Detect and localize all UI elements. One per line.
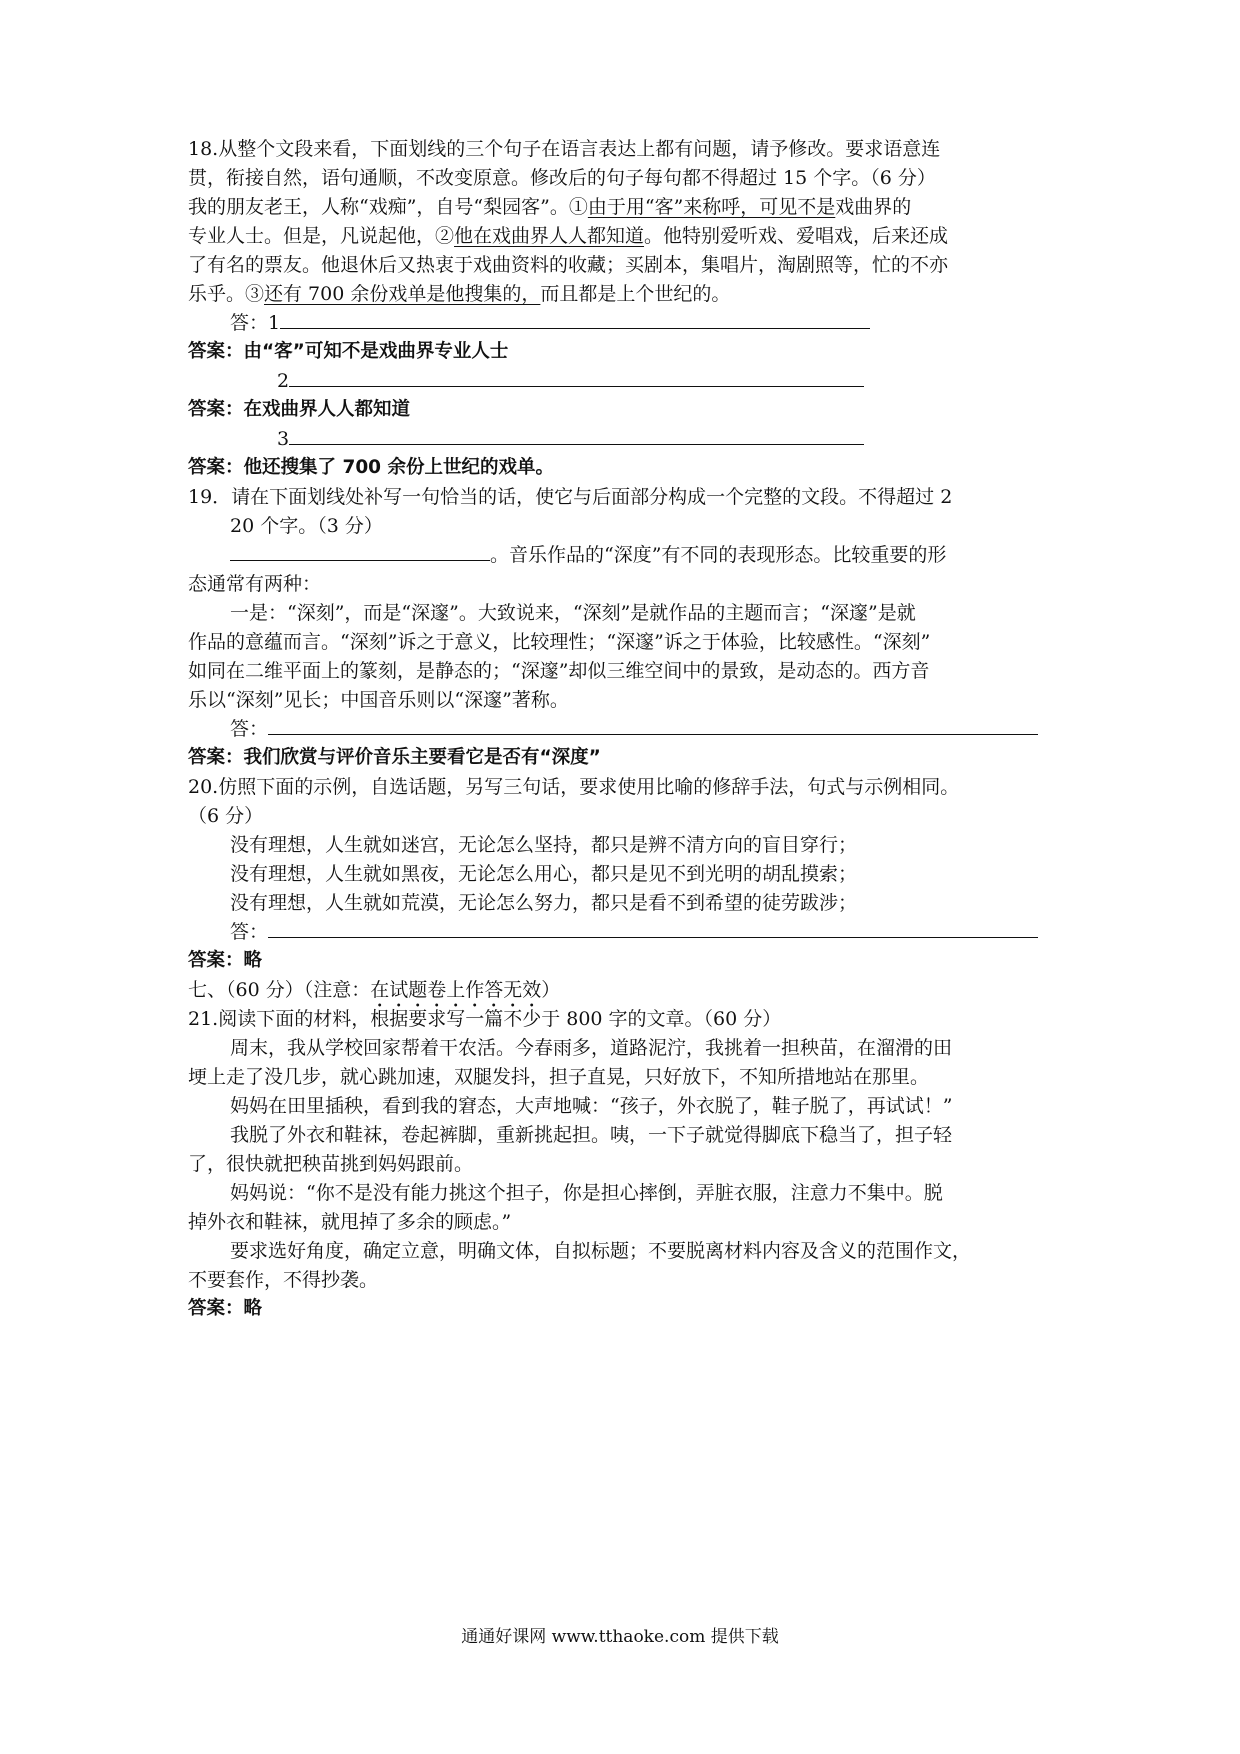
q18-passage-text: 戏曲界的 — [835, 196, 912, 218]
q19-answer-line — [230, 716, 1110, 742]
q20-example-3: 没有理想，人生就如荒漠，无论怎么努力，都只是看不到希望的徒劳跋涉； — [230, 892, 858, 914]
q20-answer-key: 答案：略 — [188, 950, 263, 971]
section-heading-text: ） — [541, 979, 561, 1001]
answer-blank[interactable] — [289, 368, 864, 387]
q19-passage-line-3: 一是：“深刻”，而是“深邃”。大致说来，“深刻”是就作品的主题而言；“深邃”是就 — [230, 602, 916, 624]
answer-blank[interactable] — [289, 426, 864, 445]
q18-passage-text: 而且都是上个世纪的。 — [540, 283, 731, 305]
q18-passage-text: 我的朋友老王，人称“戏痴”，自号“梨园客”。① — [188, 196, 588, 218]
q21-answer-key: 答案：略 — [188, 1298, 263, 1319]
q20-prompt-line-1: 20.仿照下面的示例，自选话题，另写三句话，要求使用比喻的修辞手法，句式与示例相同。 — [188, 776, 960, 798]
answer-label: 答： — [230, 921, 269, 943]
q18-passage-text: 乐乎。③ — [188, 283, 265, 305]
q19-passage-line-2: 态通常有两种： — [188, 573, 322, 595]
answer-blank[interactable] — [268, 919, 1038, 938]
q19-prompt-line-1: 19．请在下面划线处补写一句恰当的话，使它与后面部分构成一个完整的文段。不得超过 2 — [188, 486, 953, 508]
q18-answer-line-3 — [277, 426, 1157, 452]
q20-example-2: 没有理想，人生就如黑夜，无论怎么用心，都只是见不到光明的胡乱摸索； — [230, 863, 858, 885]
q18-passage-line-2 — [188, 223, 1068, 249]
q20-example-1: 没有理想，人生就如迷宫，无论怎么坚持，都只是辨不清方向的盲目穿行； — [230, 834, 858, 856]
q19-prompt-line-2: 20 个字。（3 分） — [230, 515, 383, 537]
section-heading-text: 七、（60 分）（注意： — [188, 979, 371, 1001]
q18-answer-key-3: 答案：他还搜集了 700 余份上世纪的戏单。 — [188, 457, 554, 478]
answer-blank[interactable] — [280, 310, 870, 329]
q19-answer-key: 答案：我们欣赏与评价音乐主要看它是否有“深度” — [188, 747, 601, 768]
q18-passage-line-4 — [188, 281, 1068, 307]
q19-passage-text: 。音乐作品的“深度”有不同的表现形态。比较重要的形 — [490, 544, 947, 566]
q18-passage-text: 。他特别爱听戏、爱唱戏，后来还成 — [644, 225, 949, 247]
q18-underlined-sentence-3: 还有 700 余份戏单是他搜集的， — [264, 283, 541, 305]
q19-passage-line-5: 如同在二维平面上的篆刻，是静态的；“深邃”却似三维空间中的景致，是动态的。西方音 — [188, 660, 930, 682]
q21-material-line-3: 妈妈在田里插秧，看到我的窘态，大声地喊：“孩子，外衣脱了，鞋子脱了，再试试！” — [230, 1095, 953, 1117]
q18-answer-key-1: 答案：由“客”可知不是戏曲界专业人士 — [188, 341, 509, 362]
q18-answer-line-1 — [230, 310, 1110, 336]
q18-passage-text: 专业人士。但是，凡说起他，② — [188, 225, 455, 247]
q19-passage-line-6: 乐以“深刻”见长；中国音乐则以“深邃”著称。 — [188, 689, 569, 711]
q18-passage-line-3: 了有名的票友。他退休后又热衷于戏曲资料的收藏；买剧本，集唱片，淘剧照等，忙的不亦 — [188, 254, 949, 276]
q18-underlined-sentence-1: 由于用“客”来称呼，可见不是 — [587, 196, 836, 218]
q21-material-line-1: 周末，我从学校回家帮着干农活。今春雨多，道路泥泞，我挑着一担秧苗，在溜滑的田 — [230, 1037, 953, 1059]
answer-label: 答：1 — [230, 312, 281, 334]
section-heading-emphasis: 在试题卷上作答无效 — [370, 979, 542, 1001]
q19-passage-line-4: 作品的意蕴而言。“深刻”诉之于意义，比较理性；“深邃”诉之于体验，比较感性。“深刻” — [188, 631, 931, 653]
q18-underlined-sentence-2: 他在戏曲界人人都知道 — [454, 225, 645, 247]
q18-prompt-line-2: 贯，衔接自然，语句通顺，不改变原意。修改后的句子每句都不得超过 15 个字。（6 分） — [188, 167, 936, 189]
page-footer: 通通好课网 www.tthaoke.com 提供下载 — [461, 1627, 779, 1647]
q20-prompt-line-2: （6 分） — [188, 805, 264, 827]
answer-label: 3 — [277, 428, 290, 450]
q21-requirement-line-2: 不要套作，不得抄袭。 — [188, 1269, 379, 1291]
q18-prompt-line-1: 18.从整个文段来看，下面划线的三个句子在语言表达上都有问题，请予修改。要求语意连 — [188, 138, 941, 160]
q21-material-line-5: 了，很快就把秧苗挑到妈妈跟前。 — [188, 1153, 474, 1175]
answer-label: 答： — [230, 718, 269, 740]
q21-prompt: 21.阅读下面的材料，根据要求写一篇不少于 800 字的文章。（60 分） — [188, 1008, 782, 1030]
q21-material-line-7: 掉外衣和鞋袜，就甩掉了多余的顾虑。” — [188, 1211, 512, 1233]
answer-label: 2 — [277, 370, 290, 392]
q21-material-line-4: 我脱了外衣和鞋袜，卷起裤脚，重新挑起担。咦，一下子就觉得脚底下稳当了，担子轻 — [230, 1124, 953, 1146]
fill-in-blank[interactable] — [230, 542, 490, 561]
q21-requirement-line-1: 要求选好角度，确定立意，明确文体，自拟标题；不要脱离材料内容及含义的范围作文， — [230, 1240, 972, 1262]
q18-passage-line-1 — [188, 194, 1068, 220]
answer-blank[interactable] — [268, 716, 1038, 735]
q18-answer-line-2 — [277, 368, 1157, 394]
q20-answer-line — [230, 919, 1110, 945]
q21-material-line-6: 妈妈说：“你不是没有能力挑这个担子，你是担心摔倒，弄脏衣服，注意力不集中。脱 — [230, 1182, 943, 1204]
q19-passage-line-1 — [230, 542, 1110, 568]
q21-material-line-2: 埂上走了没几步，就心跳加速，双腿发抖，担子直晃，只好放下，不知所措地站在那里。 — [188, 1066, 930, 1088]
q18-answer-key-2: 答案：在戏曲界人人都知道 — [188, 399, 411, 420]
